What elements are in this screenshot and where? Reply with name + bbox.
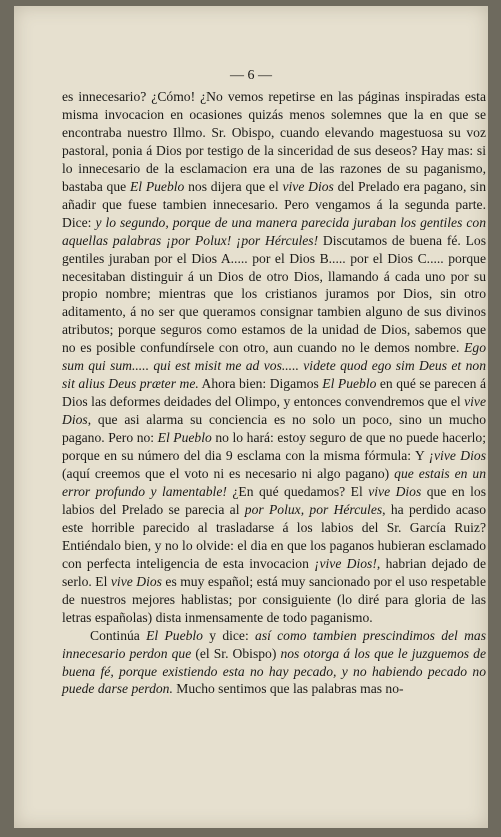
italic-run: así como tambien prescindimos del mas innecesario perdon que [62,627,486,661]
italic-run: vive Dios [62,394,486,428]
text-run: Discutamos de buena fé. Los gentiles juraban por el Dios A..... por el Dios B..... por el Dios C..... porque necesitaban distinguir á un Dios de otro Dios, llamando á cada uno por su propio nombre; mientras que los cristianos juramos por Dios, sin otro aditamento, á no ser que queramos consignar tambien alguno de sus divinos atributos; porque seguros como estamos de la unidad de Dios, sabemos que no es posible confundírsele con otro, aun cuando no le demos nombre. [62,232,486,356]
text-run: es innecesario? ¿Cómo! ¿No vemos repetirse en las páginas inspiradas esta misma invocacion en ocasiones quizás menos solemnes que la en que se encontraba nuestro Illmo. Sr. Obispo, cuando elevando magestuosa su voz pastoral, ponia á Dios por testigo de la sinceridad de sus deseos? Hay mas: si lo innecesario de la esclamacion era una de las razones de su paganismo, bastaba que [62,89,486,194]
text-run: ¿En qué quedamos? El [226,483,369,499]
italic-run: ¡vive Dios! [314,555,377,571]
text-run: (aquí creemos que el voto ni es necesario ni algo pagano) [62,466,395,482]
italic-run: vive Dios [282,178,334,194]
italic-run: que estais en un error profundo y lamentable! [62,466,486,499]
italic-run: y lo segundo, porque de una manera parecida juraban los gentiles con aquellas palabras ¡por Polux! ¡por Hércules! [62,214,486,248]
text-run: del Prelado era pagano, sin añadir que fuese tambien innecesario. Pero vengamos á la segunda parte. Dice: [62,178,486,230]
italic-run: ¡vive Dios [428,448,486,464]
paragraph [62,627,486,699]
text-run: , ha perdido acaso este horrible parecido al trasladarse á los labios del Sr. García Ruiz? Entiéndalo bien, y no lo olvide: el dia en que los paganos hubieran esclamado con perfecta inteligencia de esta invocacion [62,501,487,571]
text-run: en qué se parecen á Dios las deformes deidades del Olimpo, y entonces convendremos que el [62,376,486,410]
italic-run: El Pueblo [129,178,185,194]
italic-run: Ego sum qui sum..... qui est misit me ad vos..... videte quod ego sim Deus et non sit alius Deus præter me. [62,340,486,392]
text-run: Ahora bien: Digamos [198,376,323,392]
italic-run: El Pueblo [146,627,203,643]
text-run: , habrian dejado de serlo. El [62,555,487,589]
text-run: , que asi alarma su conciencia es no solo un poco, sino un mucho pagano. Pero no: [62,412,486,446]
italic-run: vive Dios [368,483,422,499]
italic-run: nos otorga á los que le juzguemos de buena fé, porque existiendo esta no hay pecado, y no habiendo pecado no puede darse perdon. [62,645,487,697]
text-run: nos dijera que el [184,178,283,194]
text-run: Mucho sentimos que las palabras mas no- [172,681,404,697]
page-number: — 6 — [230,68,272,83]
body-text [62,88,486,698]
italic-run: por Polux, por Hércules [244,501,383,517]
text-run: y dice: [202,627,256,643]
text-run: es muy español; está muy sancionado por el uso respetable de nuestros mejores hablistas; por consiguiente (lo diré para gloria de las letras españolas) dista inmensamente de todo paganismo. [62,573,486,625]
text-run: Continúa [90,627,147,643]
italic-run: El Pueblo [157,430,212,446]
paragraph [62,88,486,627]
book-page [14,6,488,828]
text-run: que en los labios del Prelado se parecia al [62,483,486,517]
text-run: no lo hará: estoy seguro de que no puede hacerlo; porque en su número del dia 9 esclama con la misma fórmula: Y [62,430,486,464]
italic-run: vive Dios [110,573,162,589]
text-run: (el Sr. Obispo) [191,645,281,661]
italic-run: El Pueblo [322,376,377,392]
